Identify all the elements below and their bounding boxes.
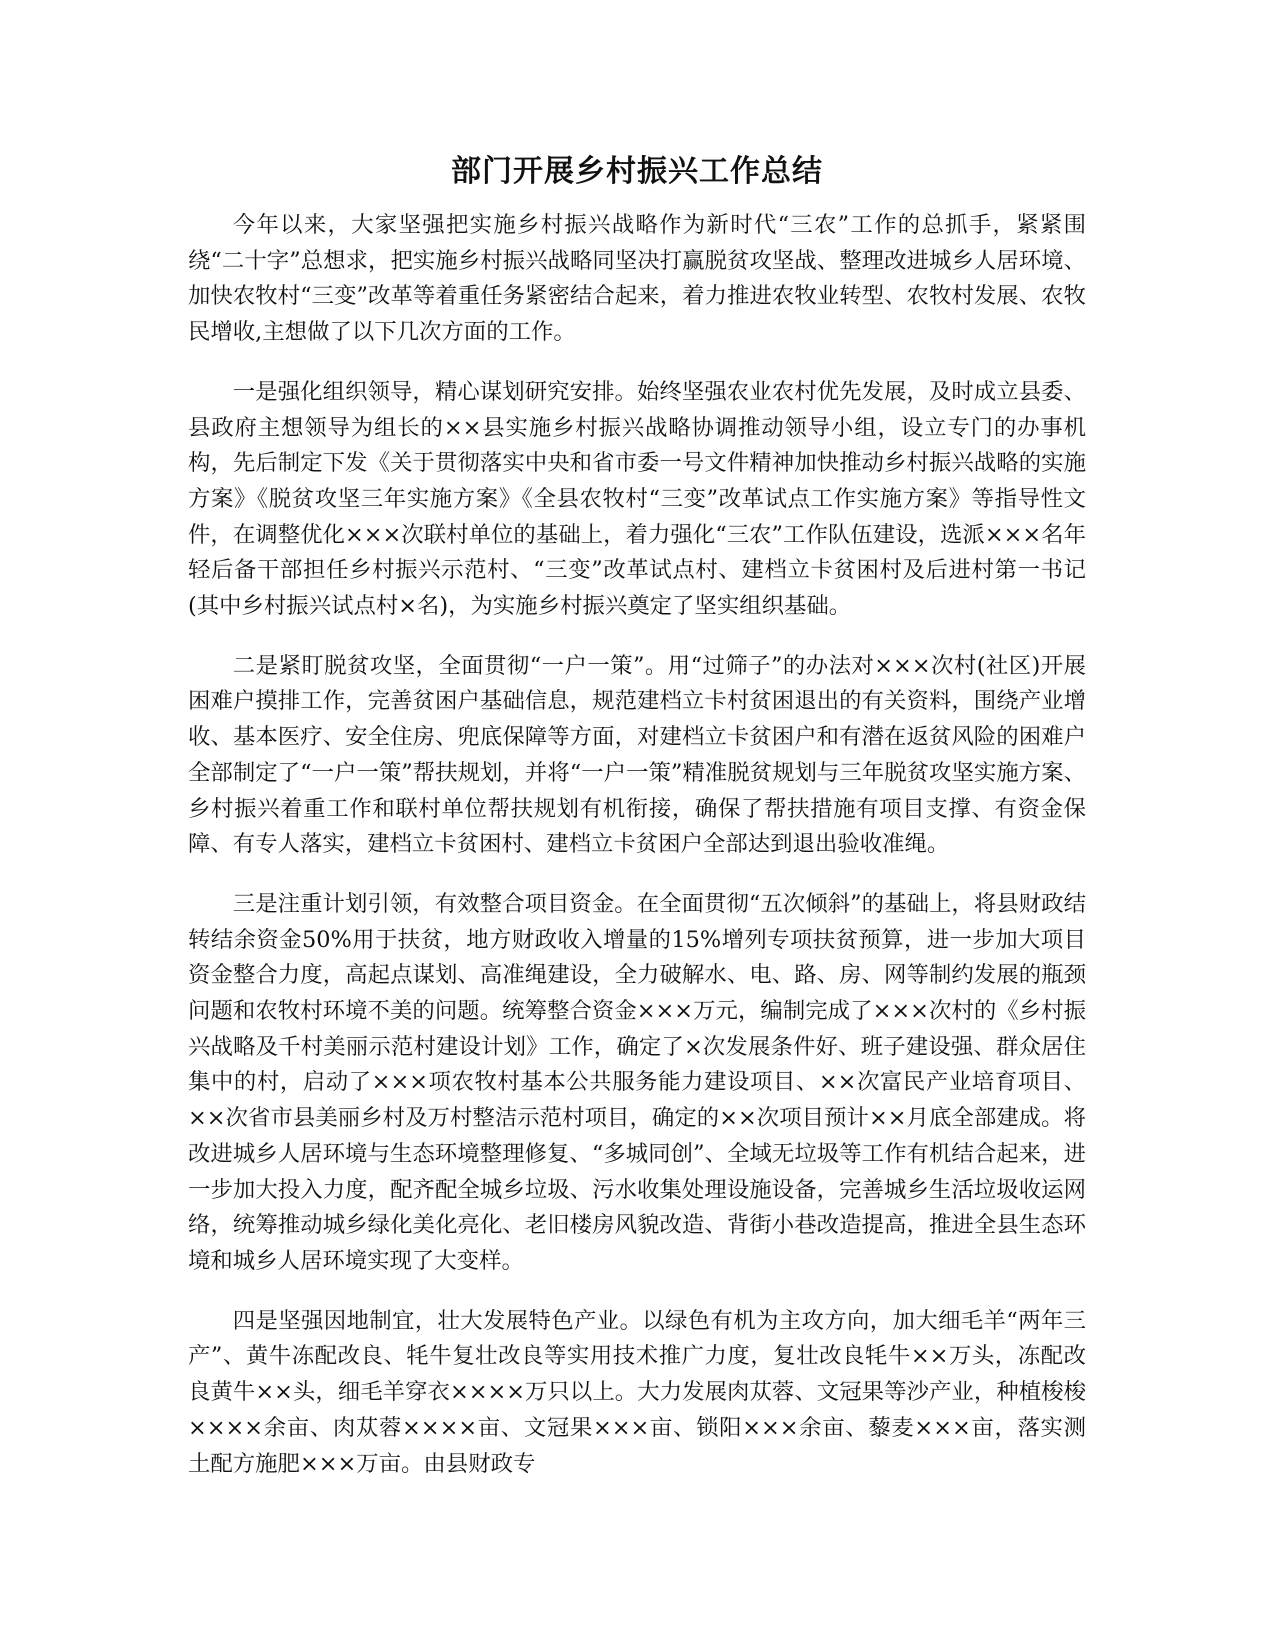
paragraph-organization-leadership: 一是强化组织领导，精心谋划研究安排。始终坚强农业农村优先发展，及时成立县委、县政府主想领导为组长的××县实施乡村振兴战略协调推动领导小组，设立专门的办事机构，先后制定下发《关于贯彻落实中央和省市委一号文件精神加快推动乡村振兴战略的实施方案》《脱贫攻坚三年实施方案》《全县农牧村“三变”改革试点工作实施方案》等指导性文件，在调整优化×××次联村单位的基础上，着力强化“三农”工作队伍建设，选派×××名年轻后备干部担任乡村振兴示范村、“三变”改革试点村、建档立卡贫困村及后进村第一书记(其中乡村振兴试点村×名)，为实施乡村振兴奠定了坚实组织基础。 bbox=[188, 378, 1086, 620]
paragraph-intro: 今年以来，大家坚强把实施乡村振兴战略作为新时代“三农”工作的总抓手，紧紧围绕“二十字”总想求，把实施乡村振兴战略同坚决打赢脱贫攻坚战、整理改进城乡人居环境、加快农牧村“三变”改革等着重任务紧密结合起来，着力推进农牧业转型、农牧村发展、农牧民增收,主想做了以下几次方面的工作。 bbox=[188, 212, 1086, 346]
paragraph-specialty-industry: 四是坚强因地制宜，壮大发展特色产业。以绿色有机为主攻方向，加大细毛羊“两年三产”、黄牛冻配改良、牦牛复壮改良等实用技术推广力度，复壮改良牦牛××万头，冻配改良黄牛××头，细毛羊穿衣××××万只以上。大力发展肉苁蓉、文冠果等沙产业，种植梭梭××××余亩、肉苁蓉××××亩、文冠果×××亩、锁阳×××余亩、藜麦×××亩，落实测土配方施肥×××万亩。由县财政专 bbox=[188, 1307, 1086, 1477]
paragraph-planning-funds: 三是注重计划引领，有效整合项目资金。在全面贯彻“五次倾斜”的基础上，将县财政结转结余资金50%用于扶贫，地方财政收入增量的15%增列专项扶贫预算，进一步加大项目资金整合力度，高起点谋划、高准绳建设，全力破解水、电、路、房、网等制约发展的瓶颈问题和农牧村环境不美的问题。统筹整合资金×××万元，编制完成了×××次村的《乡村振兴战略及千村美丽示范村建设计划》工作，确定了×次发展条件好、班子建设强、群众居住集中的村，启动了×××项农牧村基本公共服务能力建设项目、××次富民产业培育项目、××次省市县美丽乡村及万村整洁示范村项目，确定的××次项目预计××月底全部建成。将改进城乡人居环境与生态环境整理修复、“多城同创”、全域无垃圾等工作有机结合起来，进一步加大投入力度，配齐配全城乡垃圾、污水收集处理设施设备，完善城乡生活垃圾收运网络，统筹推动城乡绿化美化亮化、老旧楼房风貌改造、背街小巷改造提高，推进全县生态环境和城乡人居环境实现了大变样。 bbox=[188, 890, 1086, 1274]
paragraph-poverty-alleviation: 二是紧盯脱贫攻坚，全面贯彻“一户一策”。用“过筛子”的办法对×××次村(社区)开展困难户摸排工作，完善贫困户基础信息，规范建档立卡村贫困退出的有关资料，围绕产业增收、基本医疗、安全住房、兜底保障等方面，对建档立卡贫困户和有潜在返贫风险的困难户全部制定了“一户一策”帮扶规划，并将“一户一策”精准脱贫规划与三年脱贫攻坚实施方案、乡村振兴着重工作和联村单位帮扶规划有机衔接，确保了帮扶措施有项目支撑、有资金保障、有专人落实，建档立卡贫困村、建档立卡贫困户全部达到退出验收准绳。 bbox=[188, 652, 1086, 858]
document-title: 部门开展乡村振兴工作总结 bbox=[451, 154, 823, 189]
document-body bbox=[188, 150, 1086, 1506]
